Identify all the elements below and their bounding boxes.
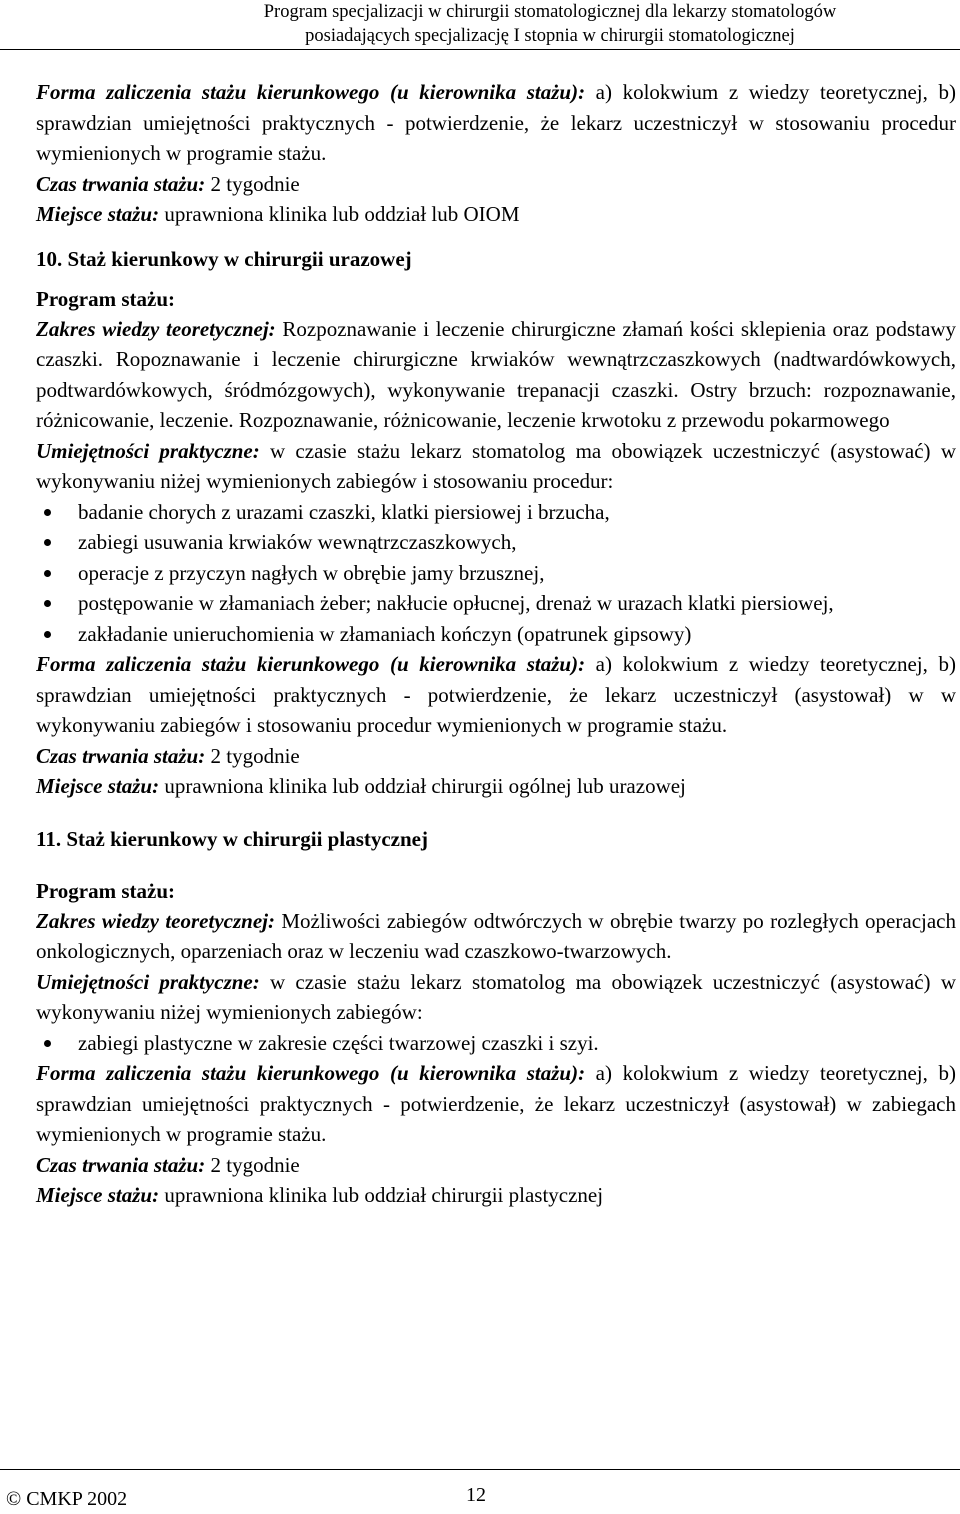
page-number: 12 — [466, 1484, 486, 1506]
umiejetnosci-text: w czasie stażu lekarz stomatolog ma obowiązek uczestniczyć (asystować) w wykonywaniu niżej wymienionych zabiegów: — [36, 969, 956, 1024]
bullet-icon — [44, 1040, 51, 1047]
forma-text: a) kolokwium z wiedzy teoretycznej, b) sprawdzian umiejętności praktycznych - potwierdzenie, że lekarz uczestniczył w stosowaniu procedur wymienionych w programie stażu. — [36, 80, 956, 165]
umiejetnosci-label: Umiejętności praktyczne: — [36, 438, 260, 463]
section-11-czas-paragraph — [36, 1150, 956, 1181]
list-item — [36, 1028, 956, 1059]
section-11-umiejetnosci-paragraph — [36, 967, 956, 1028]
footer-copyright: © CMKP 2002 — [6, 1488, 128, 1510]
list-item — [36, 527, 956, 558]
section-11-zakres-paragraph — [36, 906, 956, 967]
list-item — [36, 588, 956, 619]
page-body — [36, 77, 956, 1211]
umiejetnosci-text: w czasie stażu lekarz stomatolog ma obowiązek uczestniczyć (asystować) w wykonywaniu niżej wymienionych zabiegów i stosowaniu procedur: — [36, 438, 956, 493]
zakres-text: Rozpoznawanie i leczenie chirurgiczne złamań kości sklepienia oraz podstawy czaszki. Ropoznawanie i leczenie chirurgiczne krwiaków wewnątrzczaszkowych (nadtwardówkowych, podtwardówkowych, śródmózgowych), wykonywanie trepanacji czaszki. Ostry brzuch: rozpoznawanie, różnicowanie, leczenie. Rozpoznawanie, różnicowanie, leczenie krwotoku z przewodu pokarmowego — [36, 316, 956, 432]
list-item — [36, 619, 956, 650]
bullet-icon — [44, 570, 51, 577]
bullet-icon — [44, 509, 51, 516]
forma-label: Forma zaliczenia stażu kierunkowego (u kierownika stażu): — [36, 80, 586, 104]
running-header — [140, 0, 960, 48]
section-10-title: 10. Staż kierunkowy w chirurgii urazowej — [36, 246, 412, 271]
miejsce-label: Miejsce stażu: — [36, 1183, 160, 1207]
top-czas-paragraph — [36, 169, 956, 200]
list-item-text: zabiegi usuwania krwiaków wewnątrzczaszkowych, — [78, 530, 517, 554]
miejsce-label: Miejsce stażu: — [36, 202, 160, 226]
zakres-label: Zakres wiedzy teoretycznej: — [36, 316, 276, 341]
section-10-bullet-list — [36, 497, 956, 650]
section-10-umiejetnosci-paragraph — [36, 436, 956, 497]
czas-label: Czas trwania stażu: — [36, 171, 206, 196]
miejsce-label: Miejsce stażu: — [36, 774, 160, 798]
bullet-icon — [44, 600, 51, 607]
list-item-text: zakładanie unieruchomienia w złamaniach kończyn (opatrunek gipsowy) — [78, 621, 692, 646]
list-item-text: operacje z przyczyn nagłych w obrębie jamy brzusznej, — [78, 560, 545, 585]
header-line-1: Program specjalizacji w chirurgii stomatologicznej dla lekarzy stomatologów — [263, 2, 837, 22]
list-item-text: postępowanie w złamaniach żeber; nakłucie opłucnej, drenaż w urazach klatki piersiowej, — [78, 591, 834, 615]
forma-label: Forma zaliczenia stażu kierunkowego (u kierownika stażu): — [36, 1061, 586, 1085]
czas-label: Czas trwania stażu: — [36, 1152, 206, 1177]
section-11-program-label: Program stażu: — [36, 878, 175, 903]
miejsce-text: uprawniona klinika lub oddział chirurgii ogólnej lub urazowej — [159, 774, 686, 798]
section-10-zakres-paragraph — [36, 314, 956, 436]
header-rule — [0, 49, 960, 50]
zakres-text: Możliwości zabiegów odtwórczych w obrębie twarzy po rozległych operacjach onkologicznych, oparzeniach oraz w leczeniu wad czaszkowo-twarzowych. — [36, 908, 956, 963]
czas-text: 2 tygodnie — [205, 171, 300, 196]
list-item-text: badanie chorych z urazami czaszki, klatki piersiowej i brzucha, — [78, 499, 610, 524]
section-10-forma-paragraph — [36, 649, 956, 741]
zakres-label: Zakres wiedzy teoretycznej: — [36, 908, 275, 933]
czas-text: 2 tygodnie — [205, 743, 300, 768]
top-forma-paragraph — [36, 77, 956, 169]
miejsce-text: uprawniona klinika lub oddział lub OIOM — [159, 202, 520, 226]
section-11-bullet-list — [36, 1028, 956, 1059]
bullet-icon — [44, 539, 51, 546]
list-item-text: zabiegi plastyczne w zakresie części twarzowej czaszki i szyi. — [78, 1030, 599, 1055]
section-10-miejsce-paragraph — [36, 771, 956, 802]
forma-text: a) kolokwium z wiedzy teoretycznej, b) sprawdzian umiejętności praktycznych - potwierdzenie, że lekarz uczestniczył (asystował) w zabiegach wymienionych w programie stażu. — [36, 1061, 956, 1146]
section-11-title: 11. Staż kierunkowy w chirurgii plastycznej — [36, 826, 428, 851]
miejsce-text: uprawniona klinika lub oddział chirurgii plastycznej — [159, 1183, 604, 1207]
czas-label: Czas trwania stażu: — [36, 743, 206, 768]
section-11-miejsce-paragraph — [36, 1180, 956, 1211]
umiejetnosci-label: Umiejętności praktyczne: — [36, 969, 260, 994]
top-miejsce-paragraph — [36, 199, 956, 230]
list-item — [36, 558, 956, 589]
section-10-program-label: Program stażu: — [36, 286, 175, 311]
forma-label: Forma zaliczenia stażu kierunkowego (u kierownika stażu): — [36, 652, 586, 676]
list-item — [36, 497, 956, 528]
czas-text: 2 tygodnie — [205, 1152, 300, 1177]
forma-text: a) kolokwium z wiedzy teoretycznej, b) sprawdzian umiejętności praktycznych - potwierdzenie, że lekarz uczestniczył (asystował) w w wykonywaniu zabiegów i stosowaniu procedur wymienionych w programie stażu. — [36, 652, 956, 737]
header-line-2: posiadających specjalizację I stopnia w chirurgii stomatologicznej — [305, 26, 795, 46]
section-11-forma-paragraph — [36, 1058, 956, 1150]
section-10-czas-paragraph — [36, 741, 956, 772]
bullet-icon — [44, 631, 51, 638]
footer-rule — [0, 1469, 960, 1470]
